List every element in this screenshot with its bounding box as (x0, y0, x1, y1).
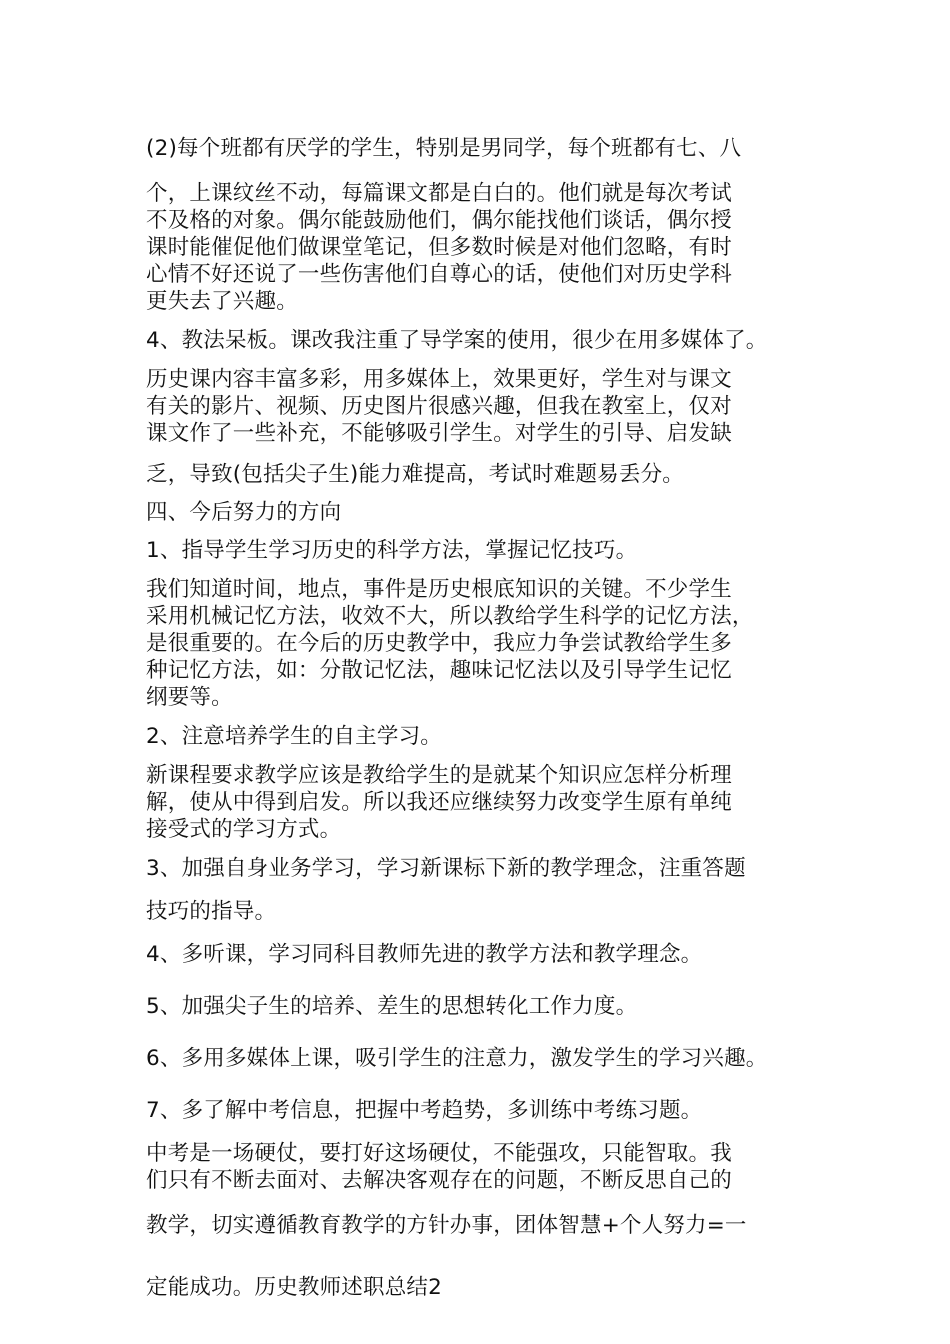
text-line: 教学，切实遵循教育教学的方针办事，团体智慧+个人努力=一 (146, 1213, 747, 1238)
text-line: 技巧的指导。 (146, 899, 277, 924)
text-line: 更失去了兴趣。 (146, 289, 298, 314)
text-line: 心情不好还说了一些伤害他们自尊心的话，使他们对历史学科 (146, 262, 732, 287)
text-line: 2、注意培养学生的自主学习。 (146, 724, 442, 749)
text-line: 纲要等。 (146, 685, 233, 710)
text-line: 有关的影片、视频、历史图片很感兴趣，但我在教室上，仅对 (146, 394, 732, 419)
text-line: 新课程要求教学应该是教给学生的是就某个知识应怎样分析理 (146, 763, 732, 788)
text-line: 我们知道时间，地点，事件是历史根底知识的关键。不少学生 (146, 577, 732, 602)
text-line: 接受式的学习方式。 (146, 817, 342, 842)
text-line: 课时能催促他们做课堂笔记，但多数时候是对他们忽略，有时 (146, 235, 732, 260)
text-line: 种记忆方法，如：分散记忆法，趣味记忆法以及引导学生记忆 (146, 658, 732, 683)
text-line: 定能成功。历史教师述职总结2 (146, 1275, 442, 1300)
text-line: 乏，导致(包括尖子生)能力难提高，考试时难题易丢分。 (146, 462, 684, 487)
section-heading: 四、今后努力的方向 (146, 500, 342, 525)
document-body (146, 131, 816, 1301)
text-line: 不及格的对象。偶尔能鼓励他们，偶尔能找他们谈话，偶尔授 (146, 208, 732, 233)
text-line: 个，上课纹丝不动，每篇课文都是白白的。他们就是每次考试 (146, 181, 732, 206)
text-line: 4、多听课，学习同科目教师先进的教学方法和教学理念。 (146, 942, 703, 967)
text-line: 3、加强自身业务学习，学习新课标下新的教学理念，注重答题 (146, 856, 746, 881)
text-line: 是很重要的。在今后的历史教学中，我应力争尝试教给学生多 (146, 631, 732, 656)
text-line: 中考是一场硬仗，要打好这场硬仗，不能强攻，只能智取。我 (146, 1141, 732, 1166)
text-line: 6、多用多媒体上课，吸引学生的注意力，激发学生的学习兴趣。 (146, 1046, 768, 1071)
text-line: 采用机械记忆方法，收效不大，所以教给学生科学的记忆方法， (146, 604, 754, 629)
text-line: 历史课内容丰富多彩，用多媒体上，效果更好，学生对与课文 (146, 367, 732, 392)
text-line: 解，使从中得到启发。所以我还应继续努力改变学生原有单纯 (146, 790, 732, 815)
text-line: 4、教法呆板。课改我注重了导学案的使用，很少在用多媒体了。 (146, 328, 768, 353)
text-line: 们只有不断去面对、去解决客观存在的问题，不断反思自己的 (146, 1168, 732, 1193)
text-line: 7、多了解中考信息，把握中考趋势，多训练中考练习题。 (146, 1098, 703, 1123)
text-line: 课文作了一些补充，不能够吸引学生。对学生的引导、启发缺 (146, 421, 732, 446)
text-line: 5、加强尖子生的培养、差生的思想转化工作力度。 (146, 994, 638, 1019)
text-line: 1、指导学生学习历史的科学方法，掌握记忆技巧。 (146, 538, 638, 563)
text-line: (2)每个班都有厌学的学生，特别是男同学，每个班都有七、八 (146, 136, 742, 161)
